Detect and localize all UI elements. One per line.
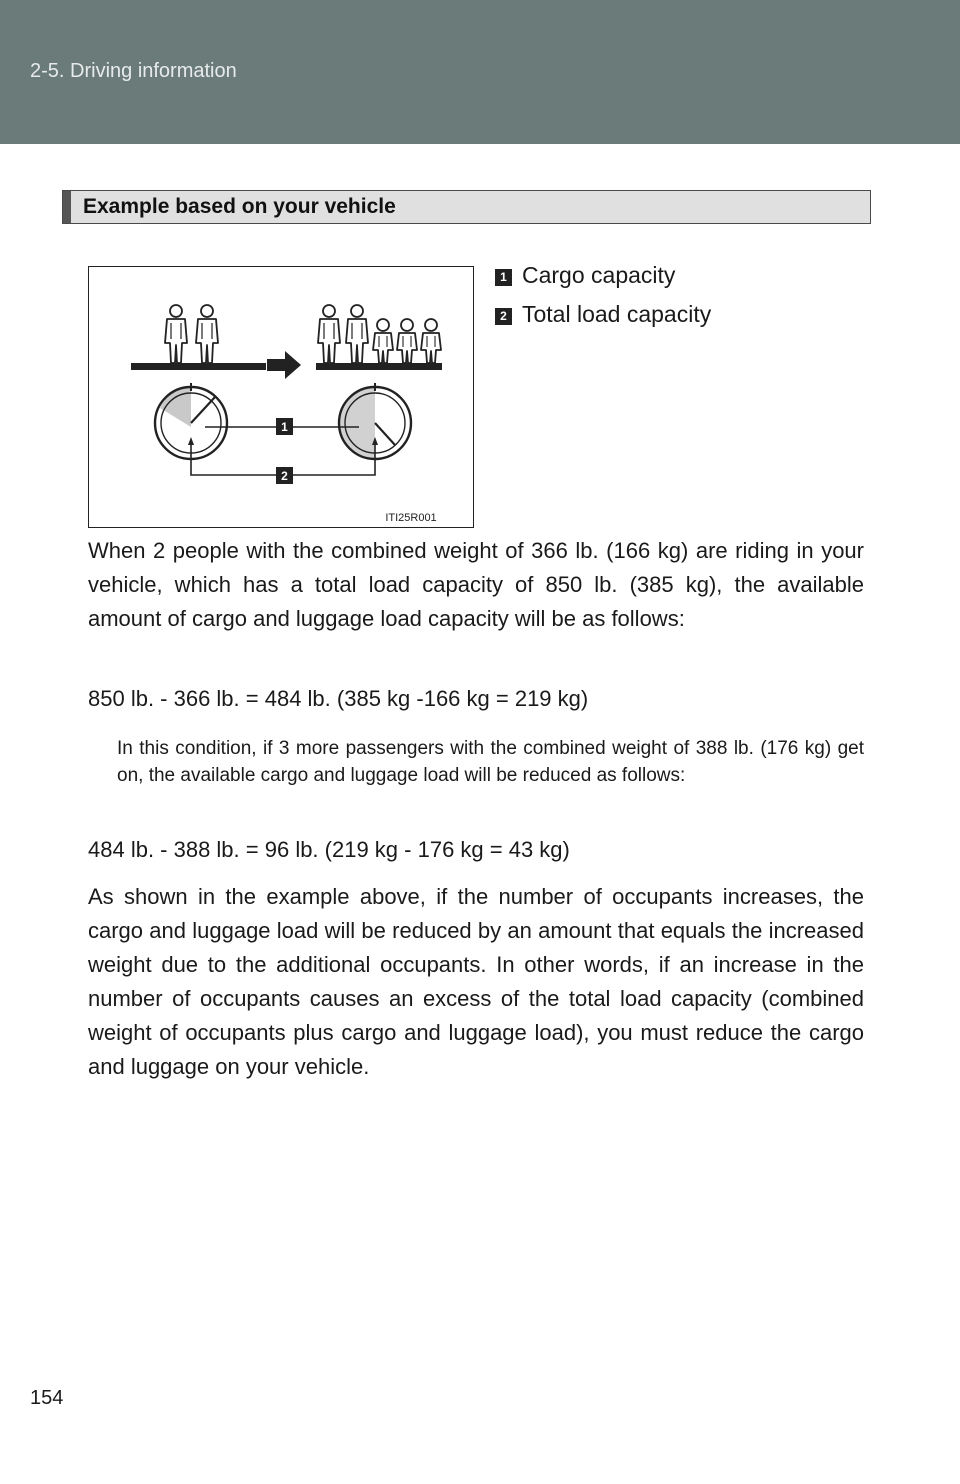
- paragraph-conclusion: As shown in the example above, if the number of occupants increases, the cargo and luggage load will be reduced by an amount that equals the increased weight due to the additional occupants. In other words, if an increase in the number of occupants causes an excess of the total load capacity (combined weight of occupants plus cargo and luggage load), you must reduce the cargo and luggage on your vehicle.: [88, 884, 864, 1079]
- section-heading: [62, 190, 871, 224]
- legend-item-cargo-capacity: [495, 262, 675, 289]
- callout-number-1: 1: [281, 420, 288, 434]
- right-platform: [316, 363, 442, 370]
- load-capacity-illustration: [88, 266, 474, 528]
- calculation-1: 850 lb. - 366 lb. = 484 lb. (385 kg -166 kg = 219 kg): [88, 686, 589, 711]
- legend-badge-2: 2: [495, 308, 512, 325]
- legend-label: Total load capacity: [522, 301, 712, 327]
- paragraph-additional-passengers: In this condition, if 3 more passengers with the combined weight of 388 lb. (176 kg) get on, the available cargo and luggage load will be reduced as follows:: [117, 738, 864, 786]
- legend-badge-1: 1: [495, 269, 512, 286]
- heading-title: Example based on your vehicle: [83, 195, 396, 218]
- illustration-svg: [89, 267, 473, 527]
- heading-accent-bar: [63, 191, 71, 223]
- right-occupants: [318, 305, 441, 363]
- section-label: 2-5. Driving information: [30, 60, 237, 82]
- left-occupants: [165, 305, 218, 363]
- page-number: 154: [30, 1387, 64, 1409]
- legend-item-total-load-capacity: [495, 301, 711, 328]
- legend-label: Cargo capacity: [522, 262, 676, 288]
- callout-number-2: 2: [281, 469, 288, 483]
- page-header: [0, 0, 960, 144]
- figure-code: ITI25R001: [385, 512, 437, 524]
- paragraph-example-intro: When 2 people with the combined weight of 366 lb. (166 kg) are riding in your vehicle, which has a total load capacity of 850 lb. (385 kg), the available amount of cargo and luggage load capacity will be as follows:: [88, 538, 864, 631]
- arrow-icon: [267, 351, 301, 379]
- left-platform: [131, 363, 266, 370]
- calculation-2: 484 lb. - 388 lb. = 96 lb. (219 kg - 176 kg = 43 kg): [88, 837, 570, 862]
